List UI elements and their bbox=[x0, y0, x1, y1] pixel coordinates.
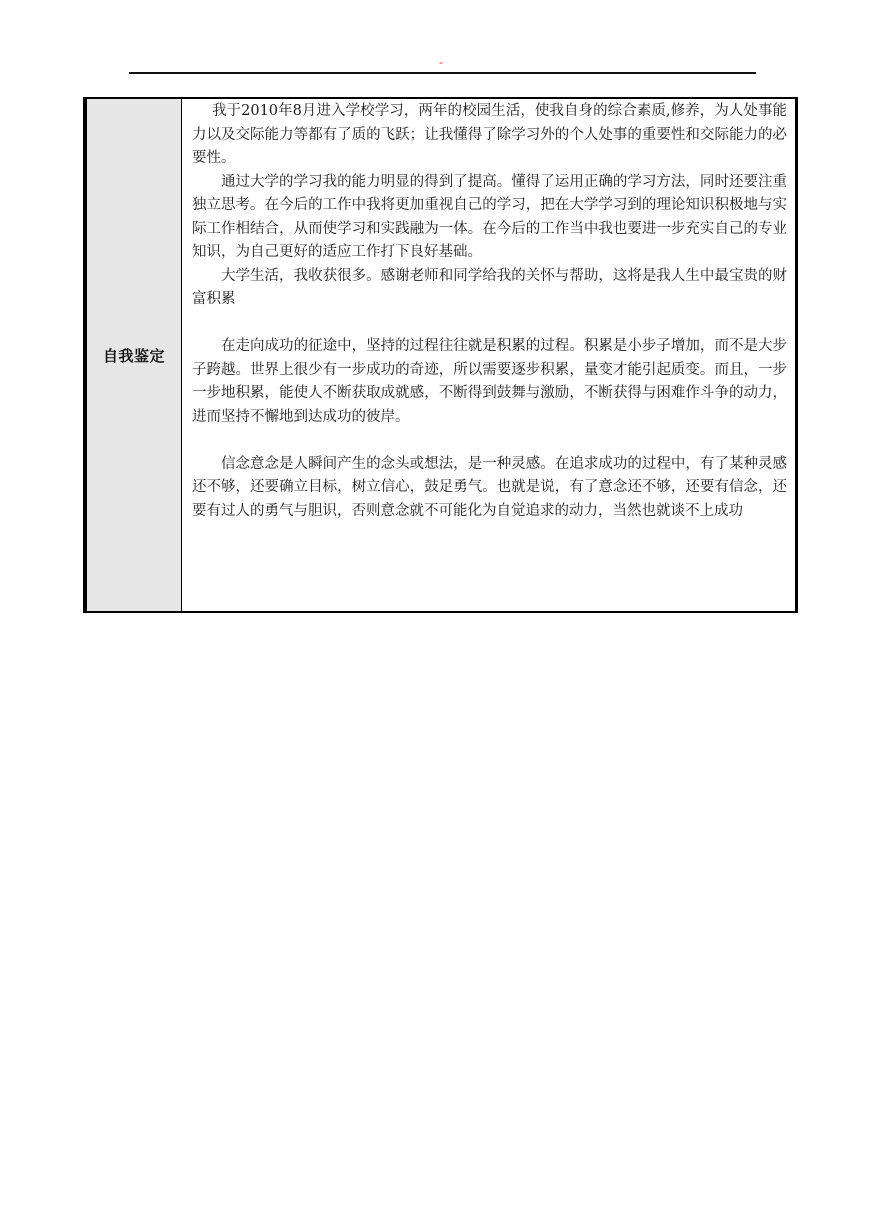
self-assessment-table bbox=[83, 97, 798, 613]
paragraph-gap bbox=[192, 312, 787, 336]
paragraph-1: 我于2010年8月进入学校学习，两年的校园生活，使我自身的综合素质,修养，为人处事能力以及交际能力等都有了质的飞跃；让我懂得了除学习外的个人处事的重要性和交际能力的必要性。 bbox=[192, 103, 787, 166]
paragraph-2: 通过大学的学习我的能力明显的得到了提高。懂得了运用正确的学习方法，同时还要注重独立思考。在今后的工作中我将更加重视自己的学习，把在大学学习到的理论知识积极地与实际工作相结合，从而使学习和实践融为一体。在今后的工作当中我也要进一步充实自己的专业知识，为自己更好的适应工作打下良好基础。 bbox=[192, 173, 787, 260]
paragraph-3: 大学生活，我收获很多。感谢老师和同学给我的关怀与帮助，这将是我人生中最宝贵的财富积累 bbox=[192, 267, 787, 307]
paragraph-gap bbox=[192, 429, 787, 453]
paragraph-4: 在走向成功的征途中，坚持的过程往往就是积累的过程。积累是小步子增加，而不是大步子跨越。世界上很少有一步成功的奇迹，所以需要逐步积累，量变才能引起质变。而且，一步一步地积累，能使人不断获取成就感，不断得到鼓舞与激励，不断获得与困难作斗争的动力，进而坚持不懈地到达成功的彼岸。 bbox=[192, 338, 787, 425]
paragraph-5: 信念意念是人瞬间产生的念头或想法，是一种灵感。在追求成功的过程中，有了某种灵感还不够，还要确立目标，树立信心，鼓足勇气。也就是说，有了意念还不够，还要有信念，还要有过人的勇气与胆识，否则意念就不可能化为自觉追求的动力，当然也就谈不上成功 bbox=[192, 455, 787, 519]
content-cell bbox=[182, 99, 795, 611]
header-mark: - bbox=[439, 55, 443, 69]
label-text: 自我鉴定 bbox=[102, 346, 165, 365]
label-cell bbox=[84, 99, 182, 611]
header-rule bbox=[129, 72, 756, 74]
